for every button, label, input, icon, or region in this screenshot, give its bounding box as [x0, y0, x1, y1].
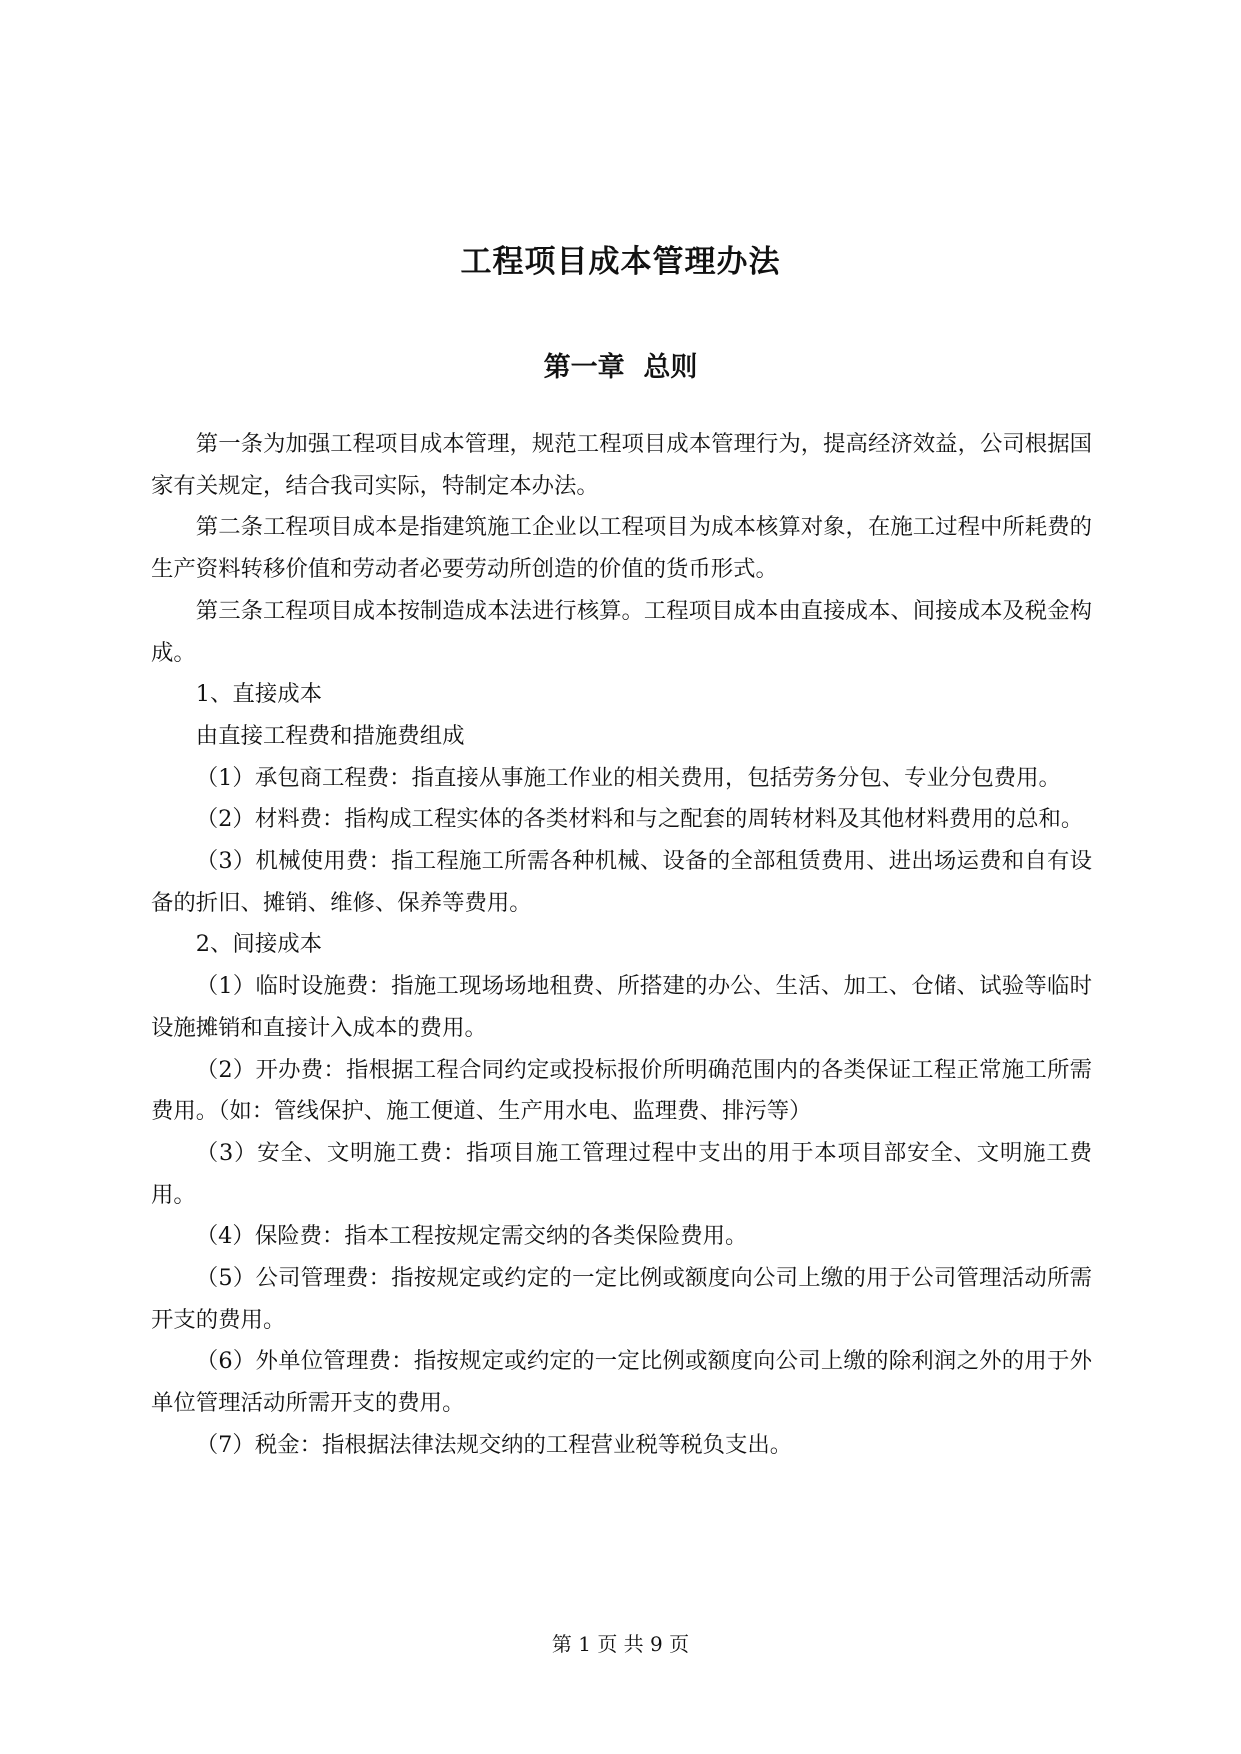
chapter-title: 第一章 总则	[543, 352, 698, 383]
page-footer: 第 1 页 共 9 页	[551, 1632, 690, 1656]
paragraph: 第三条工程项目成本按制造成本法进行核算。工程项目成本由直接成本、间接成本及税金构成。	[151, 597, 1092, 666]
list-item: （3）机械使用费：指工程施工所需各种机械、设备的全部租赁费用、进出场运费和自有设备的折旧、摊销、维修、保养等费用。	[151, 848, 1092, 916]
section-heading: 2、间接成本	[195, 931, 322, 958]
list-item: （1）承包商工程费：指直接从事施工作业的相关费用，包括劳务分包、专业分包费用。	[195, 764, 1061, 791]
list-item: （5）公司管理费：指按规定或约定的一定比例或额度向公司上缴的用于公司管理活动所需开支的费用。	[151, 1265, 1092, 1333]
list-item: （4）保险费：指本工程按规定需交纳的各类保险费用。	[195, 1223, 748, 1250]
list-item: （2）材料费：指构成工程实体的各类材料和与之配套的周转材料及其他材料费用的总和。	[195, 806, 1084, 833]
paragraph: 由直接工程费和措施费组成	[195, 722, 465, 749]
list-item: （6）外单位管理费：指按规定或约定的一定比例或额度向公司上缴的除利润之外的用于外单位管理活动所需开支的费用。	[151, 1348, 1092, 1417]
list-item: （2）开办费：指根据工程合同约定或投标报价所明确范围内的各类保证工程正常施工所需费用。（如：管线保护、施工便道、生产用水电、监理费、排污等）	[151, 1056, 1092, 1125]
list-item: （7）税金：指根据法律法规交纳的工程营业税等税负支出。	[195, 1431, 793, 1458]
list-item: （1）临时设施费：指施工现场场地租费、所搭建的办公、生活、加工、仓储、试验等临时设施摊销和直接计入成本的费用。	[151, 973, 1092, 1041]
document-body	[151, 424, 1092, 1467]
document-title: 工程项目成本管理办法	[460, 244, 781, 280]
list-item: （3）安全、文明施工费：指项目施工管理过程中支出的用于本项目部安全、文明施工费用。	[151, 1139, 1092, 1208]
paragraph: 第一条为加强工程项目成本管理，规范工程项目成本管理行为，提高经济效益，公司根据国家有关规定，结合我司实际，特制定本办法。	[151, 431, 1092, 499]
paragraph: 第二条工程项目成本是指建筑施工企业以工程项目为成本核算对象，在施工过程中所耗费的生产资料转移价值和劳动者必要劳动所创造的价值的货币形式。	[151, 514, 1092, 583]
section-heading: 1、直接成本	[195, 681, 322, 708]
